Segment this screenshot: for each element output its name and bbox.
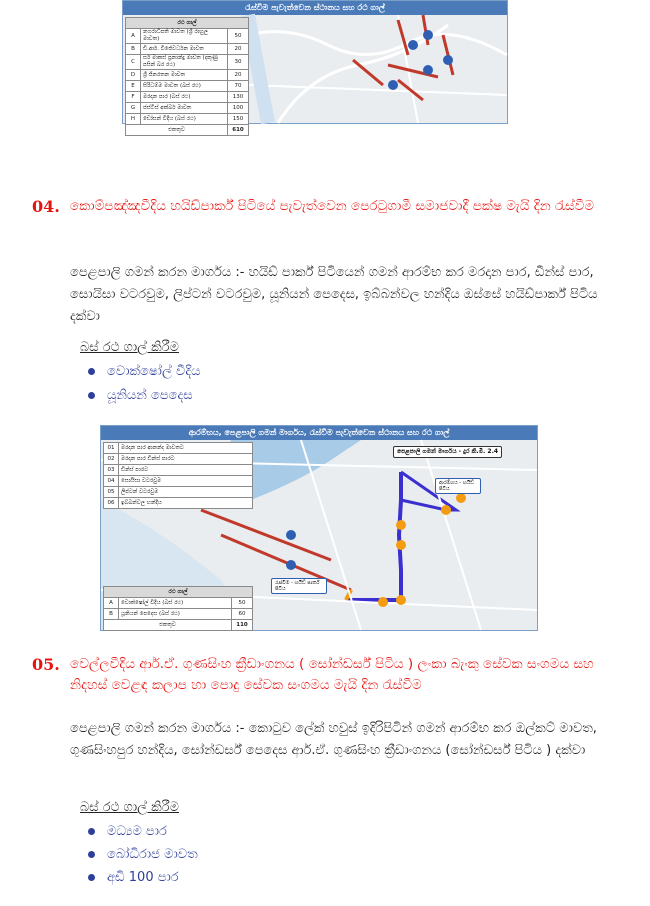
- table-total-row: එකතුව 610: [126, 125, 249, 136]
- section-05-heading: [32, 654, 622, 696]
- section-04-route: පෙළපාලි ගමන් කරන මාර්ගය :- හයිඩ් පාර්ක් පිටියෙන් ගමන් ආරම්භ කර මරදාන පාර, ඩීන්ස් පාර, සොයිසා වටරවුම, ලිප්ටන් වටරවුම, යූනියන් පෙදෙස, ඉබ්බන්වල හන්දිය ඔස්සේ හයිඩ්පාර්ක් පිටිය දක්වා: [70, 265, 598, 324]
- section-05-route: පෙළපාලි ගමන් කරන මාර්ගය :- කොටුව ලේක් හවුස් ඉදිරිපිටින් ගමන් ආරම්භ කර ඔල්කට් මාවත, ගුණසිංහපුර හන්දිය, සෝන්ඩර්ස් පෙදෙස ආර්.ඒ. ගුණසිංහ ක්‍රීඩාංගනය (සෝන්ඩර්ස් පිටිය ) දක්වා: [70, 721, 597, 758]
- map-panel-1: [122, 0, 508, 133]
- map-2-parking-table: [103, 586, 253, 631]
- bullet-icon: [88, 368, 95, 375]
- end-location-label: රැස්වීම - හයිඩ් පාර්ක් පිටිය: [271, 578, 327, 594]
- section-04-number: 04.: [32, 197, 60, 216]
- table-row: B යූනියන් පෙදෙස (බස් රථ) 60: [104, 609, 253, 620]
- bullet-icon: [88, 874, 95, 881]
- table-row: A නගරාධිපති මාවත (ශ්‍රී රාහුල මාවත) 50: [126, 29, 249, 44]
- bullet-icon: [88, 851, 95, 858]
- table-row: C සර් මාකස් ප්‍රනාන්දු මාවත (දකුණු පසින් බර රථ) 30: [126, 55, 249, 70]
- section-05-title: වෙල්ලවීදිය ආර්.ඒ. ගුණසිංහ ක්‍රීඩාංගනය ( සෝන්ඩර්ස් පිටිය ) ලංකා බැංකු සේවක සංගමය සහ නිදහස් වෙළඳ කලාප හා පොදු සේවක සංගමය මැයි දින රැස්වීම: [70, 656, 594, 693]
- table-row: 03 ඩීන්ස් පාරට: [104, 465, 253, 476]
- table-row: 04 සොයිසා වටරවුම: [104, 476, 253, 487]
- section-05-number: 05.: [32, 655, 60, 674]
- table-row: A වොක්ෂෝල් වීදිය (බස් රථ) 50: [104, 598, 253, 609]
- section-05-bus-item: අඩි 100 පාර: [88, 870, 179, 885]
- section-05-bus-item: මධ්‍යම පාර: [88, 824, 167, 839]
- bullet-icon: [88, 828, 95, 835]
- table-row: F මරදාන පාර (බස් රථ) 130: [126, 92, 249, 103]
- map-1-graphic: [248, 15, 507, 123]
- map-1-parking-table: [125, 17, 249, 136]
- map-panel-1-title: රැස්වීම පැවැත්වෙන ස්ථානය සහ රථ ගාල්: [123, 1, 507, 15]
- table-row: 05 ලිප්ටන් වටරවුම: [104, 487, 253, 498]
- section-04-heading: [32, 196, 622, 217]
- section-04-bus-heading: බස් රථ ගාල් කිරීම: [80, 340, 179, 355]
- section-04-title: කොම්පඤ්ඤවීදිය හයිඩ්පාර්ක් පිටියේ පැවැත්වෙන පෙරටුගාමී සමාජවාදී පක්ෂ මැයි දින රැස්වීම: [70, 198, 595, 214]
- table-row: D ශ්‍රී ජිනරතන මාවත 20: [126, 70, 249, 81]
- table-row: H ඩෝසන් වීදිය (බස් රථ) 150: [126, 114, 249, 125]
- table-row: 01 මරදාන පාර ආනන්ද මාවතට: [104, 443, 253, 454]
- section-04-bus-item: යූනියන් පෙදෙස: [88, 388, 193, 403]
- route-distance-badge: පෙළපාලි ගමන් මාර්ගය - දුර කි.මී. 2.4: [393, 446, 502, 458]
- section-04-bus-item: වොක්ෂෝල් වීදිය: [88, 364, 200, 379]
- table-total-row: එකතුව 110: [104, 620, 253, 631]
- section-05-bus-item: බෝධිරාජ මාවත: [88, 847, 198, 862]
- map-panel-2: [100, 425, 538, 631]
- map-panel-2-title: ආරම්භය, පෙළපාලි ගමන් මාර්ගය, රැස්වීම පැවැත්වෙන ස්ථානය සහ රථ ගාල්: [101, 426, 537, 440]
- map-2-route-table: [103, 442, 253, 509]
- section-05-bus-heading: බස් රථ ගාල් කිරීම: [80, 800, 179, 815]
- bullet-icon: [88, 392, 95, 399]
- table-header: රථ ගාල්: [104, 587, 253, 598]
- table-row: G ජස්ටිස් අක්බර් මාවත 100: [126, 103, 249, 114]
- table-row: B ඩී.ආර්. විජේවර්ධන මාවත 20: [126, 44, 249, 55]
- start-location-label: ආරම්භය - හයිඩ් පිටිය: [435, 478, 481, 494]
- table-header: රථ ගාල්: [126, 18, 249, 29]
- table-row: E සිරිධම්ම මාවත (බස් රථ) 70: [126, 81, 249, 92]
- table-row: 02 මරදාන පාර ඩීන්ස් පාරට: [104, 454, 253, 465]
- table-row: 06 ඉබ්බන්වල හන්දිය: [104, 498, 253, 509]
